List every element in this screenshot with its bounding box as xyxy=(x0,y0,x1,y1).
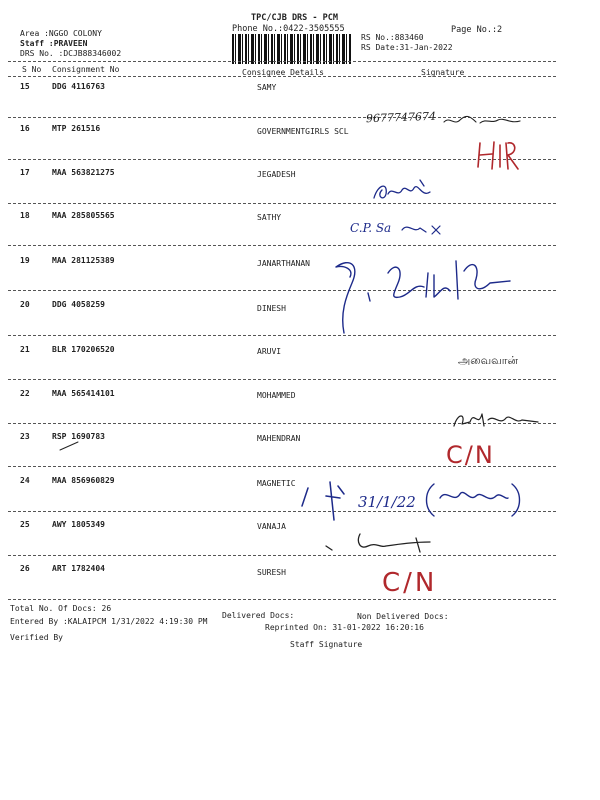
handwritten-phone: 9677747674 xyxy=(365,109,437,126)
page-number: Page No.:2 xyxy=(451,25,503,35)
row-s-no: 25 xyxy=(20,520,30,529)
row-consignee: SURESH xyxy=(257,568,286,577)
row-consignee: DINESH xyxy=(257,304,286,313)
col-signature: Signature xyxy=(421,68,465,77)
row-consignee: GOVERNMENTGIRLS SCL xyxy=(257,127,349,136)
row-s-no: 20 xyxy=(20,300,30,309)
row-consignee: JEGADESH xyxy=(257,170,296,179)
delivered-docs: Delivered Docs: xyxy=(222,611,295,620)
row-s-no: 23 xyxy=(20,432,30,441)
row-s-no: 26 xyxy=(20,564,30,573)
signature-row-24 xyxy=(300,476,360,526)
row-consignment: DDG 4058259 xyxy=(52,300,105,309)
row-consignee: MAHENDRAN xyxy=(257,434,301,443)
staff-label: Staff :PRAVEEN xyxy=(20,39,88,48)
row-consignment: RSP 1690783 xyxy=(52,432,105,441)
column-divider xyxy=(8,76,556,77)
row-s-no: 15 xyxy=(20,82,30,91)
row-consignment: BLR 170206520 xyxy=(52,345,115,354)
handwritten-row-21: அவைவான் xyxy=(458,354,519,367)
row-consignment: MAA 565414101 xyxy=(52,389,115,398)
row-consignment: MAA 563821275 xyxy=(52,168,115,177)
reprinted-on: Reprinted On: 31-01-2022 16:20:16 xyxy=(265,623,424,632)
row-divider xyxy=(8,599,556,600)
row-consignee: MOHAMMED xyxy=(257,391,296,400)
cn-mark-row-23: C/N xyxy=(446,441,495,469)
staff-signature: Staff Signature xyxy=(290,640,363,649)
row-consignment: MAA 285805565 xyxy=(52,211,115,220)
signature-row-16 xyxy=(440,114,540,128)
row-consignee: ARUVI xyxy=(257,347,282,356)
signature-row-22 xyxy=(448,404,548,434)
col-consignee-details: Consignee Details xyxy=(242,68,324,77)
signature-row-24-bracket xyxy=(420,478,526,522)
signature-row-19 xyxy=(330,253,520,343)
row-s-no: 24 xyxy=(20,476,30,485)
row-divider xyxy=(8,379,556,380)
row-divider xyxy=(8,203,556,204)
entered-by: Entered By :KALAIPCM 1/31/2022 4:19:30 PM xyxy=(10,617,208,626)
row-consignee: SAMY xyxy=(257,83,277,92)
cn-mark-row-26: C/N xyxy=(382,568,438,598)
handwritten-date-row-24: 31/1/22 xyxy=(358,493,416,511)
row-s-no: 19 xyxy=(20,256,30,265)
handwritten-row-18: C.P. Sa xyxy=(350,221,392,235)
signature-row-25 xyxy=(320,528,450,558)
row-s-no: 17 xyxy=(20,168,30,177)
signature-row-18 xyxy=(398,220,448,236)
row-s-no: 22 xyxy=(20,389,30,398)
col-consignment-no: Consignment No xyxy=(52,65,120,74)
document-title: TPC/CJB DRS - PCM xyxy=(251,13,338,23)
row-consignment: ART 1782404 xyxy=(52,564,105,573)
drs-number: DRS No. :DCJB88346002 xyxy=(20,49,122,58)
area-label: Area :NGGO COLONY xyxy=(20,29,102,38)
row-s-no: 21 xyxy=(20,345,30,354)
col-s-no: S No xyxy=(22,65,42,74)
row-s-no: 18 xyxy=(20,211,30,220)
row-divider xyxy=(8,245,556,246)
row-consignment: MAA 856960829 xyxy=(52,476,115,485)
row-consignment: AWY 1805349 xyxy=(52,520,105,529)
initials-red-row-16 xyxy=(470,139,526,175)
phone-number: Phone No.:0422-3505555 xyxy=(232,24,345,34)
total-docs: Total No. Of Docs: 26 xyxy=(10,604,112,613)
barcode xyxy=(232,34,352,64)
signature-row-17 xyxy=(370,176,450,206)
non-delivered-docs: Non Delivered Docs: xyxy=(357,612,449,621)
row-s-no: 16 xyxy=(20,124,30,133)
pen-mark-row-23 xyxy=(56,438,86,454)
rs-number: RS No.:883460 xyxy=(361,33,424,42)
rs-date: RS Date:31-Jan-2022 xyxy=(361,43,453,52)
row-consignment: MTP 261516 xyxy=(52,124,101,133)
row-consignee: VANAJA xyxy=(257,522,286,531)
row-consignment: DDG 4116763 xyxy=(52,82,105,91)
row-divider xyxy=(8,555,556,556)
row-consignee: SATHY xyxy=(257,213,282,222)
row-consignment: MAA 281125389 xyxy=(52,256,115,265)
verified-by: Verified By xyxy=(10,633,63,642)
header-divider xyxy=(8,61,556,62)
row-consignee: JANARTHANAN xyxy=(257,259,310,268)
row-consignee: MAGNETIC xyxy=(257,479,296,488)
